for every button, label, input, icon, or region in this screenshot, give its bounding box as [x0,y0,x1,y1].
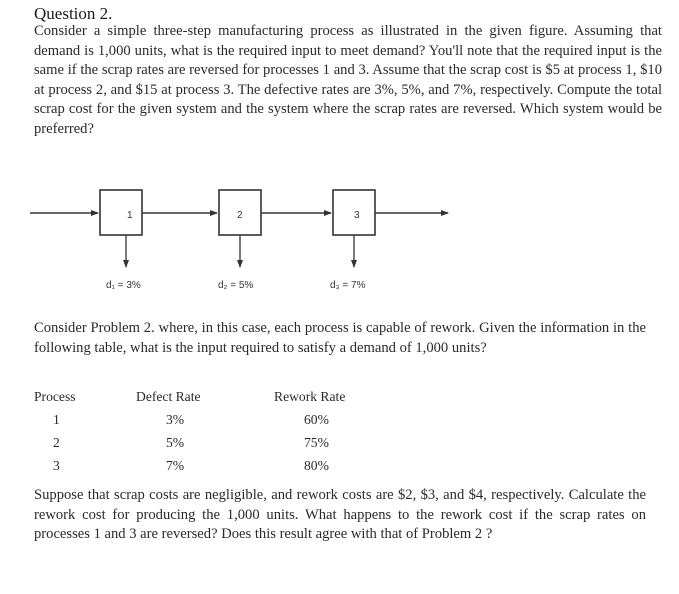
table-cell: 80% [304,458,329,473]
table-header-defect-rate: Defect Rate [136,389,201,404]
defect-label-3: d₃ = 7% [330,280,366,291]
table-cell: 2 [53,435,60,450]
defect-label-2: d₂ = 5% [218,280,254,291]
table-header-rework-rate: Rework Rate [274,389,346,404]
table-cell: 1 [53,412,60,427]
table-cell: 60% [304,412,329,427]
table-cell: 75% [304,435,329,450]
process-label-3: 3 [354,210,360,221]
rework-problem-text: Consider Problem 2. where, in this case, each process is capable of rework. Given the information in the following table, what is the input required to satisfy a demand of 1,000 units? [34,320,646,356]
table-header-process: Process [34,389,76,404]
table-cell: 7% [166,458,185,473]
rework-cost-question-text: Suppose that scrap costs are negligible, and rework costs are $2, $3, and $4, respectively. Calculate the rework cost for producing the 1,000 units. What happens to the rework cost if the scrap rates on processes 1 and 3 are reversed? Does this result agree with that of Problem 2 ? [34,487,646,543]
table-cell: 3 [53,458,60,473]
question-intro-text: Consider a simple three-step manufacturing process as illustrated in the given figure. Assuming that demand is 1,000 units, what is the required input to meet demand? You'll note that the required input is the same if the scrap rates are reversed for processes 1 and 3. Assume that the scrap cost is $5 at process 1, $10 at process 2, and $15 at process 3. The defective rates are 3%, 5%, and 7%, respectively. Compute the total scrap cost for the given system and the system where the scrap rates are reversed. Which system would be preferred? [34,23,662,137]
process-label-2: 2 [237,210,243,221]
table-cell: 3% [166,412,185,427]
process-label-1: 1 [127,210,133,221]
question-heading: Question 2. [34,4,113,23]
table-cell: 5% [166,435,185,450]
defect-label-1: d₁ = 3% [106,280,141,291]
process-flow-diagram [30,180,470,295]
process-box-1 [100,190,142,235]
